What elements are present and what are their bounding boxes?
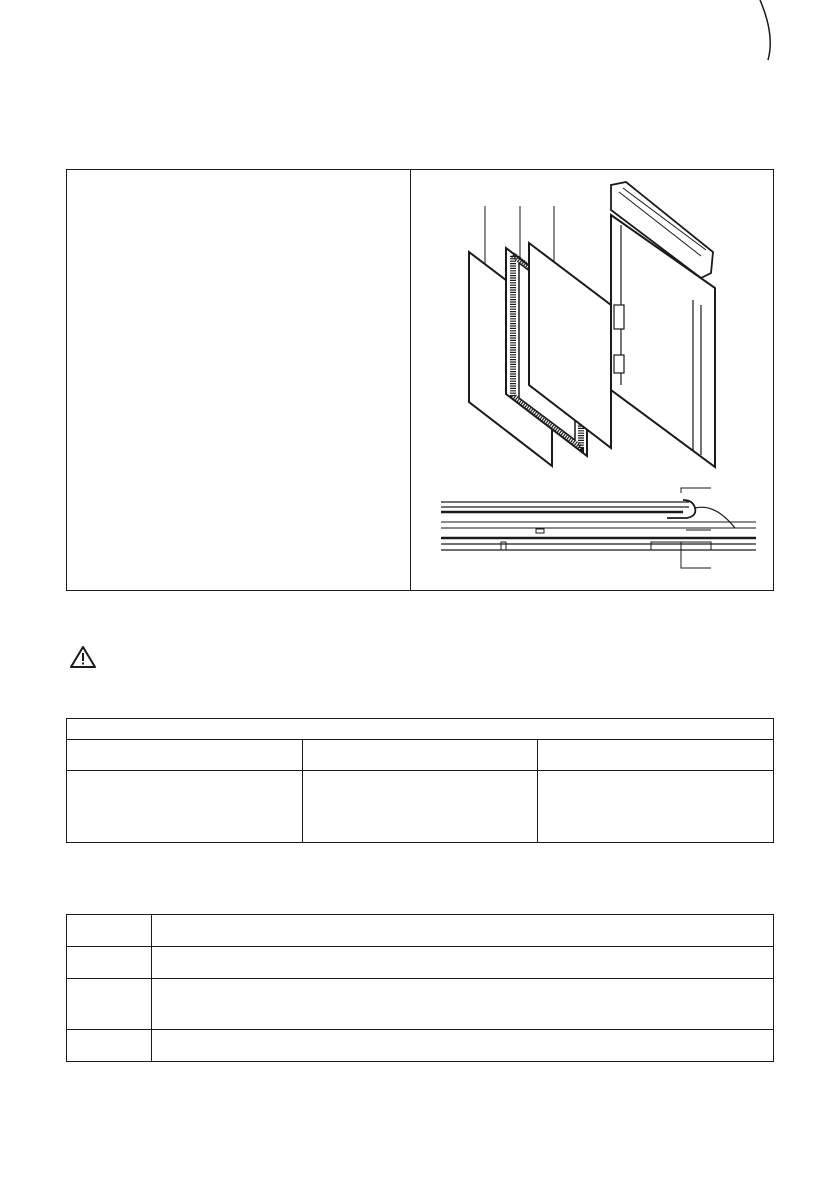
table-header-cell — [537, 739, 773, 771]
table-row — [67, 915, 773, 947]
table-body-cell — [302, 771, 537, 842]
table-title-row — [67, 719, 773, 740]
cross-section-detail — [441, 488, 756, 568]
two-column-table — [66, 914, 774, 1062]
table-row — [67, 979, 773, 1030]
table-header-cell — [67, 739, 302, 771]
three-column-table — [66, 718, 774, 843]
diagram-text-cell — [67, 170, 410, 590]
warning-triangle-icon — [69, 645, 97, 669]
table-header-cell — [302, 739, 537, 771]
column-divider — [537, 739, 538, 842]
table-row — [67, 947, 773, 979]
diagram-panel — [66, 169, 774, 591]
door-assembly-diagram — [411, 170, 773, 590]
table-row — [67, 1030, 773, 1061]
table-body-cell — [67, 771, 302, 842]
column-divider — [302, 739, 303, 842]
table-body-cell — [537, 771, 773, 842]
